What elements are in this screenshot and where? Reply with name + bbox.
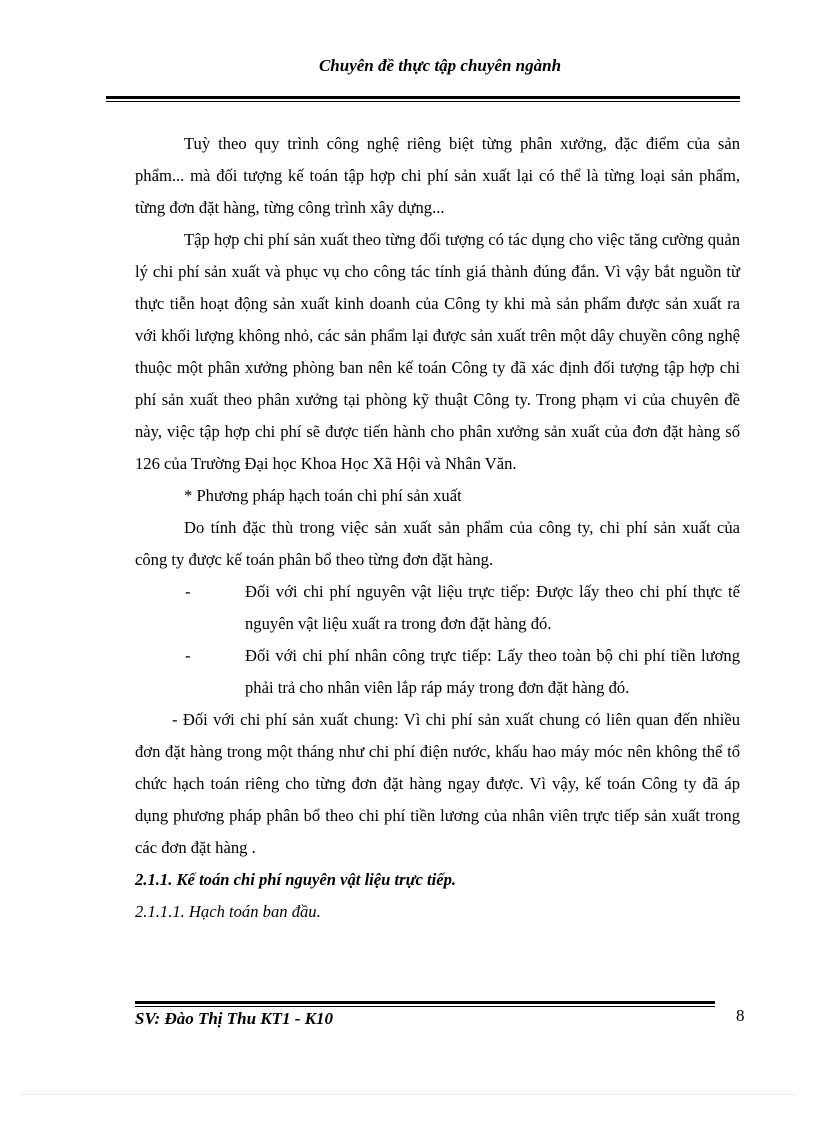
paragraph-1: Tuỳ theo quy trình công nghệ riêng biệt từng phân xưởng, đặc điểm của sản phẩm... mà đối tượng kế toán tập hợp chi phí sản xuất lại có thể là từng loại sản phẩm, từng đơn đặt hàng, từng công trình xây dựng... bbox=[135, 134, 740, 217]
page-header-title: Chuyên đề thực tập chuyên ngành bbox=[318, 56, 562, 75]
paragraph-4: Do tính đặc thù trong việc sản xuất sản phẩm của công ty, chi phí sản xuất của công ty được kế toán phân bổ theo từng đơn đặt hàng. bbox=[135, 518, 740, 569]
paragraph-2: Tập hợp chi phí sản xuất theo từng đối tượng có tác dụng cho việc tăng cường quản lý chi phí sản xuất và phục vụ cho công tác tính giá thành đúng đắn. Vì vậy bắt nguồn từ thực tiễn hoạt động sản xuất kinh doanh của Công ty khi mà sản phẩm được sản xuất ra với khối lượng không nhỏ, các sản phẩm lại được sản xuất trên một dây chuyền công nghệ thuộc một phân xưởng phòng ban nên kế toán Công ty đã xác định đối tượng tập hợp chi phí sản xuất theo phân xưởng tại phòng kỹ thuật Công ty. Trong phạm vi của chuyên đề này, việc tập hợp chi phí sẽ được tiến hành cho phân xưởng sản xuất của đơn đặt hàng số 126 của Trường Đại học Khoa Học Xã Hội và Nhân Văn. bbox=[135, 230, 740, 473]
bottom-dotted-line bbox=[20, 1094, 796, 1095]
header-rule-thin bbox=[106, 101, 740, 102]
footer-rule-thin bbox=[135, 1006, 715, 1007]
bullet-text: Đối với chi phí nguyên vật liệu trực tiếp: Được lấy theo chi phí thực tế nguyên vật liệu xuất ra trong đơn đặt hàng đó. bbox=[245, 582, 740, 633]
bullet-text: Đối với chi phí nhân công trực tiếp: Lấy theo toàn bộ chi phí tiền lương phải trả cho nhân viên lắp ráp máy trong đơn đặt hàng đó. bbox=[245, 646, 740, 697]
bullet-item bbox=[135, 576, 740, 640]
header-rule-thick bbox=[106, 96, 740, 99]
paragraph-5: - Đối với chi phí sản xuất chung: Vì chi phí sản xuất chung có liên quan đến nhiều đơn đặt hàng trong một tháng như chi phí điện nước, khấu hao máy móc nên không thể tổ chức hạch toán riêng cho từng đơn đặt hàng ngay được. Vì vậy, kế toán Công ty đã áp dụng phương pháp phân bổ theo chi phí tiền lương của nhân viên trực tiếp sản xuất trong các đơn đặt hàng . bbox=[135, 710, 740, 857]
paragraph-method-title: * Phương pháp hạch toán chi phí sản xuất bbox=[184, 486, 462, 505]
subsection-heading: 2.1.1.1. Hạch toán ban đầu. bbox=[135, 902, 321, 921]
bullet-item bbox=[135, 640, 740, 704]
section-heading: 2.1.1. Kế toán chi phí nguyên vật liệu trực tiếp. bbox=[135, 870, 457, 889]
footer-rule-thick bbox=[135, 1001, 715, 1004]
bullet-dash: - bbox=[185, 646, 191, 665]
bullet-dash: - bbox=[185, 582, 191, 601]
page-number: 8 bbox=[736, 1006, 745, 1025]
body-content bbox=[135, 128, 740, 928]
footer-student: SV: Đào Thị Thu KT1 - K10 bbox=[135, 1009, 334, 1028]
